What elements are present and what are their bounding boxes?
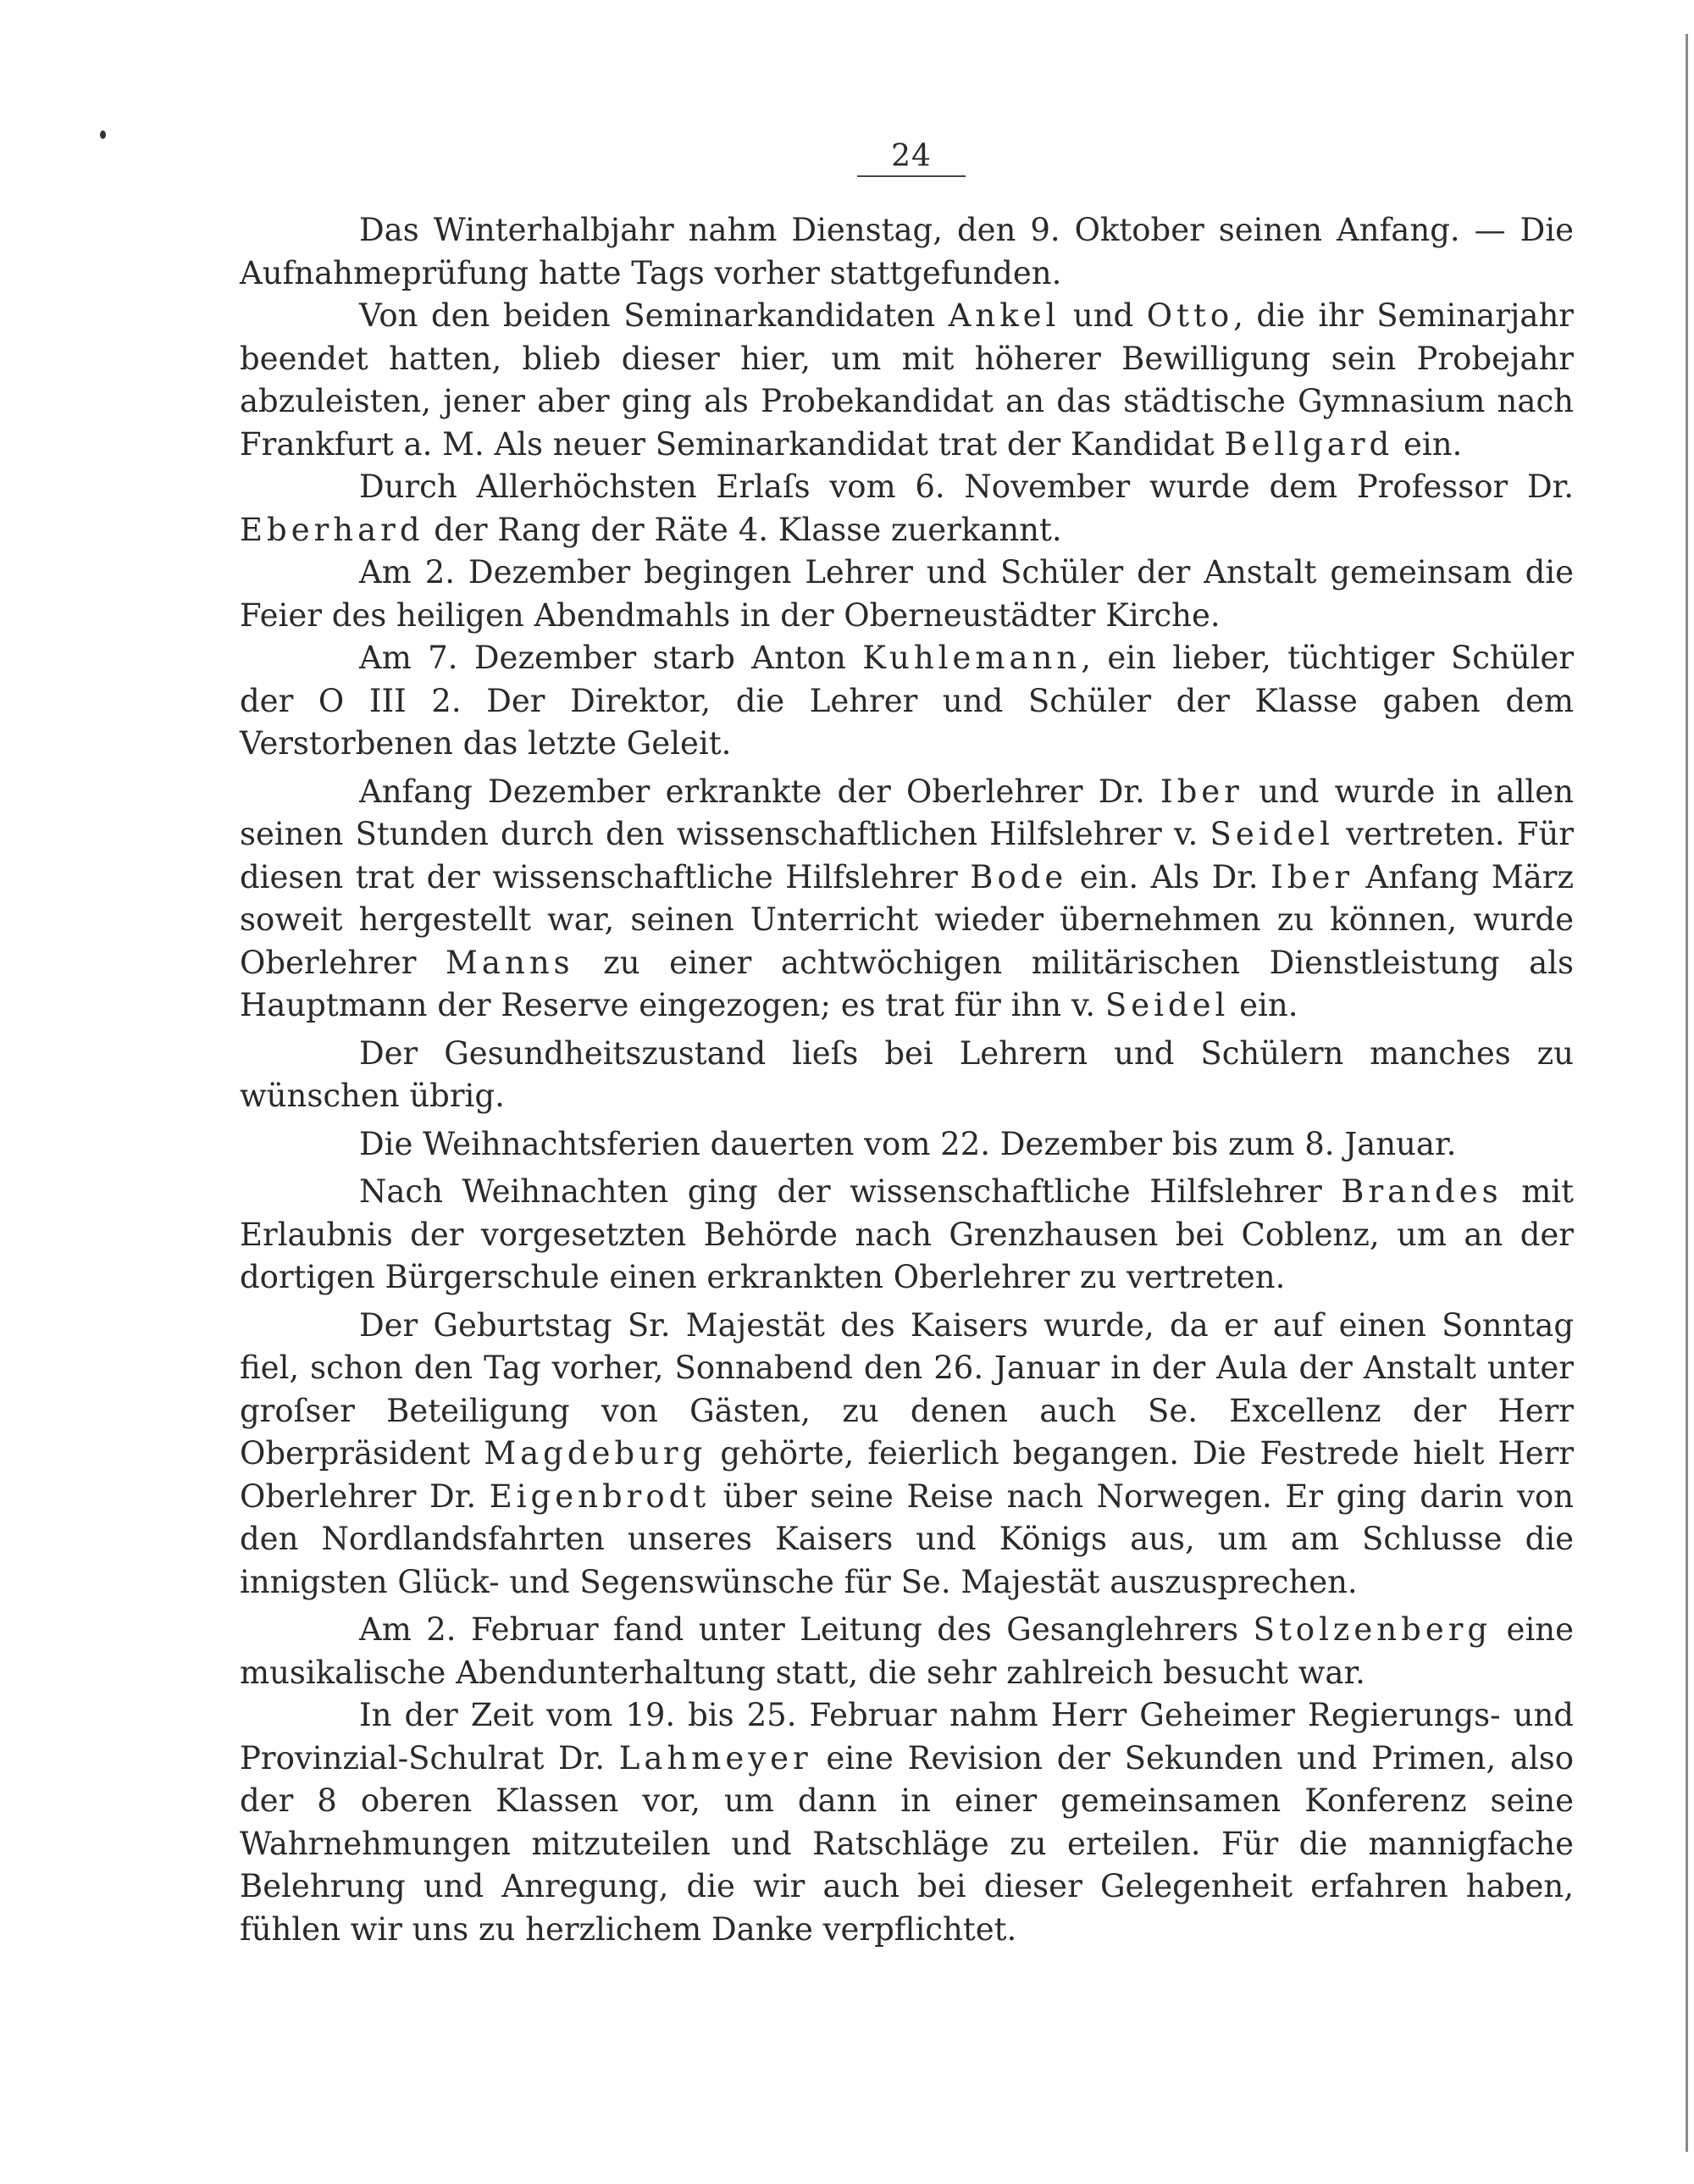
text-segment: der Rang der Räte 4. Klasse zuerkannt. bbox=[424, 511, 1062, 548]
text-segment: Am 2. Februar fand unter Leitung des Gesanglehrers bbox=[359, 1611, 1254, 1648]
page-number: 24 bbox=[857, 139, 966, 177]
text-segment: Durch Allerhöchsten Erlaſs vom 6. November wurde dem Professor Dr. bbox=[359, 468, 1574, 505]
paragraph-p4 bbox=[240, 552, 1574, 637]
spaced-name: Seidel bbox=[1210, 816, 1334, 852]
spaced-name: Brandes bbox=[1341, 1173, 1503, 1210]
scan-speck bbox=[100, 130, 106, 139]
paragraph-p1 bbox=[240, 209, 1574, 295]
spaced-name: Lahmeyer bbox=[618, 1739, 812, 1777]
text-segment: eine Revision der Sekunden und Primen, also der 8 oberen Klassen vor, um dann in einer gemeinsamen Konferenz seine Wahrnehmungen mitzuteilen und Ratschläge zu erteilen. Für die mannigfache Belehrung und Anregung, die wir auch bei dieser Gelegenheit erfahren haben, fühlen wir uns zu herzlichem Danke verpflichtet. bbox=[240, 1739, 1574, 1948]
paragraph-p6 bbox=[240, 771, 1574, 1028]
paragraph-p7 bbox=[240, 1033, 1574, 1118]
spaced-name: Bellgard bbox=[1224, 425, 1394, 463]
spaced-name: Ankel bbox=[948, 297, 1060, 334]
scan-page-edge bbox=[1686, 34, 1688, 2152]
text-segment: Am 7. Dezember starb Anton bbox=[359, 640, 863, 676]
paragraph-p10 bbox=[240, 1305, 1574, 1605]
text-segment: Anfang März soweit hergestellt war, seinen Unterricht wieder übernehmen zu können, wurde Oberlehrer bbox=[240, 858, 1574, 981]
spaced-name: Eigenbrodt bbox=[489, 1477, 711, 1515]
paragraph-p3 bbox=[240, 466, 1574, 552]
spaced-name: Seidel bbox=[1104, 987, 1230, 1023]
text-segment: Das Winterhalbjahr nahm Dienstag, den 9. Oktober seinen Anfang. — Die Aufnahmeprüfung hatte Tags vorher stattgefunden. bbox=[240, 212, 1574, 291]
spaced-name: Bode bbox=[970, 858, 1068, 895]
text-segment: ein. bbox=[1229, 987, 1298, 1023]
text-segment: Am 2. Dezember begingen Lehrer und Schüler der Anstalt gemeinsam die Feier des heiligen Abendmahls in der Oberneustädter Kirche. bbox=[240, 554, 1574, 634]
text-segment: vertreten. Für diesen trat der wissenschaftliche Hilfslehrer bbox=[240, 816, 1574, 895]
spaced-name: Stolzenberg bbox=[1253, 1611, 1492, 1648]
text-segment: In der Zeit vom 19. bis 25. Februar nahm Herr Geheimer Regierungs- und Provinzial-Schulrat Dr. bbox=[240, 1697, 1574, 1777]
text-segment: ein. bbox=[1393, 425, 1463, 463]
paragraph-p11 bbox=[240, 1609, 1574, 1694]
paragraph-p2 bbox=[240, 295, 1574, 466]
spaced-name: Eberhard bbox=[240, 511, 424, 548]
text-segment: zu einer achtwöchigen militärischen Dienstleistung als Hauptmann der Reserve eingezogen; es trat für ihn v. bbox=[240, 944, 1574, 1023]
spaced-name: Kuhlemann bbox=[862, 640, 1082, 676]
text-segment: Von den beiden Seminarkandidaten bbox=[359, 297, 949, 334]
text-segment: mit Erlaubnis der vorgesetzten Behörde nach Grenzhausen bei Coblenz, um an der dortigen Bürgerschule einen erkrankten Oberlehrer zu vertreten. bbox=[240, 1173, 1574, 1295]
text-segment: und wurde in allen seinen Stunden durch den wissenschaftlichen Hilfslehrer v. bbox=[240, 773, 1574, 852]
text-segment: ein. Als Dr. bbox=[1067, 858, 1271, 895]
body-text bbox=[240, 209, 1574, 1951]
spaced-name: Iber bbox=[1270, 858, 1354, 895]
text-segment: , ein lieber, tüchtiger Schüler der O III 2. Der Direktor, die Lehrer und Schüler der Klasse gaben dem Verstorbenen das letzte Geleit. bbox=[240, 640, 1574, 762]
spaced-name: Iber bbox=[1160, 773, 1243, 810]
text-segment: Nach Weihnachten ging der wissenschaftliche Hilfslehrer bbox=[359, 1173, 1342, 1210]
spaced-name: Magdeburg bbox=[484, 1435, 707, 1472]
text-segment: eine musikalische Abendunterhaltung statt, die sehr zahlreich besucht war. bbox=[240, 1611, 1575, 1691]
paragraph-p9 bbox=[240, 1171, 1574, 1300]
spaced-name: Manns bbox=[446, 944, 574, 981]
text-segment: Die Weihnachtsferien dauerten vom 22. Dezember bis zum 8. Januar. bbox=[359, 1125, 1457, 1162]
text-segment: , die ihr Seminarjahr beendet hatten, blieb dieser hier, um mit höherer Bewilligung sein Probejahr abzuleisten, jener aber ging als Probekandidat an das städtische Gymnasium nach Frankfurt a. M. Als neuer Seminarkandidat trat der Kandidat bbox=[240, 297, 1574, 463]
paragraph-p5 bbox=[240, 637, 1574, 766]
text-segment: über seine Reise nach Norwegen. Er ging darin von den Nordlandsfahrten unseres Kaisers und Königs aus, um am Schlusse die innigsten Glück- und Segenswünsche für Se. Majestät auszusprechen. bbox=[240, 1477, 1574, 1600]
text-segment: Der Gesundheitszustand lieſs bei Lehrern und Schülern manches zu wünschen übrig. bbox=[240, 1034, 1574, 1114]
paragraph-p8 bbox=[240, 1123, 1574, 1167]
spaced-name: Otto bbox=[1146, 297, 1234, 334]
paragraph-p12 bbox=[240, 1694, 1574, 1951]
text-segment: Anfang Dezember erkrankte der Oberlehrer Dr. bbox=[359, 773, 1160, 810]
text-segment: und bbox=[1060, 297, 1147, 334]
text-segment: gehörte, feierlich begangen. Die Festrede hielt Herr Oberlehrer Dr. bbox=[240, 1435, 1574, 1515]
text-segment: Der Geburtstag Sr. Majestät des Kaisers wurde, da er auf einen Sonntag fiel, schon den Tag vorher, Sonnabend den 26. Januar in der Aula der Anstalt unter groſser Beteiligung von Gästen, zu denen auch Se. Excellenz der Herr Oberpräsident bbox=[240, 1306, 1574, 1472]
